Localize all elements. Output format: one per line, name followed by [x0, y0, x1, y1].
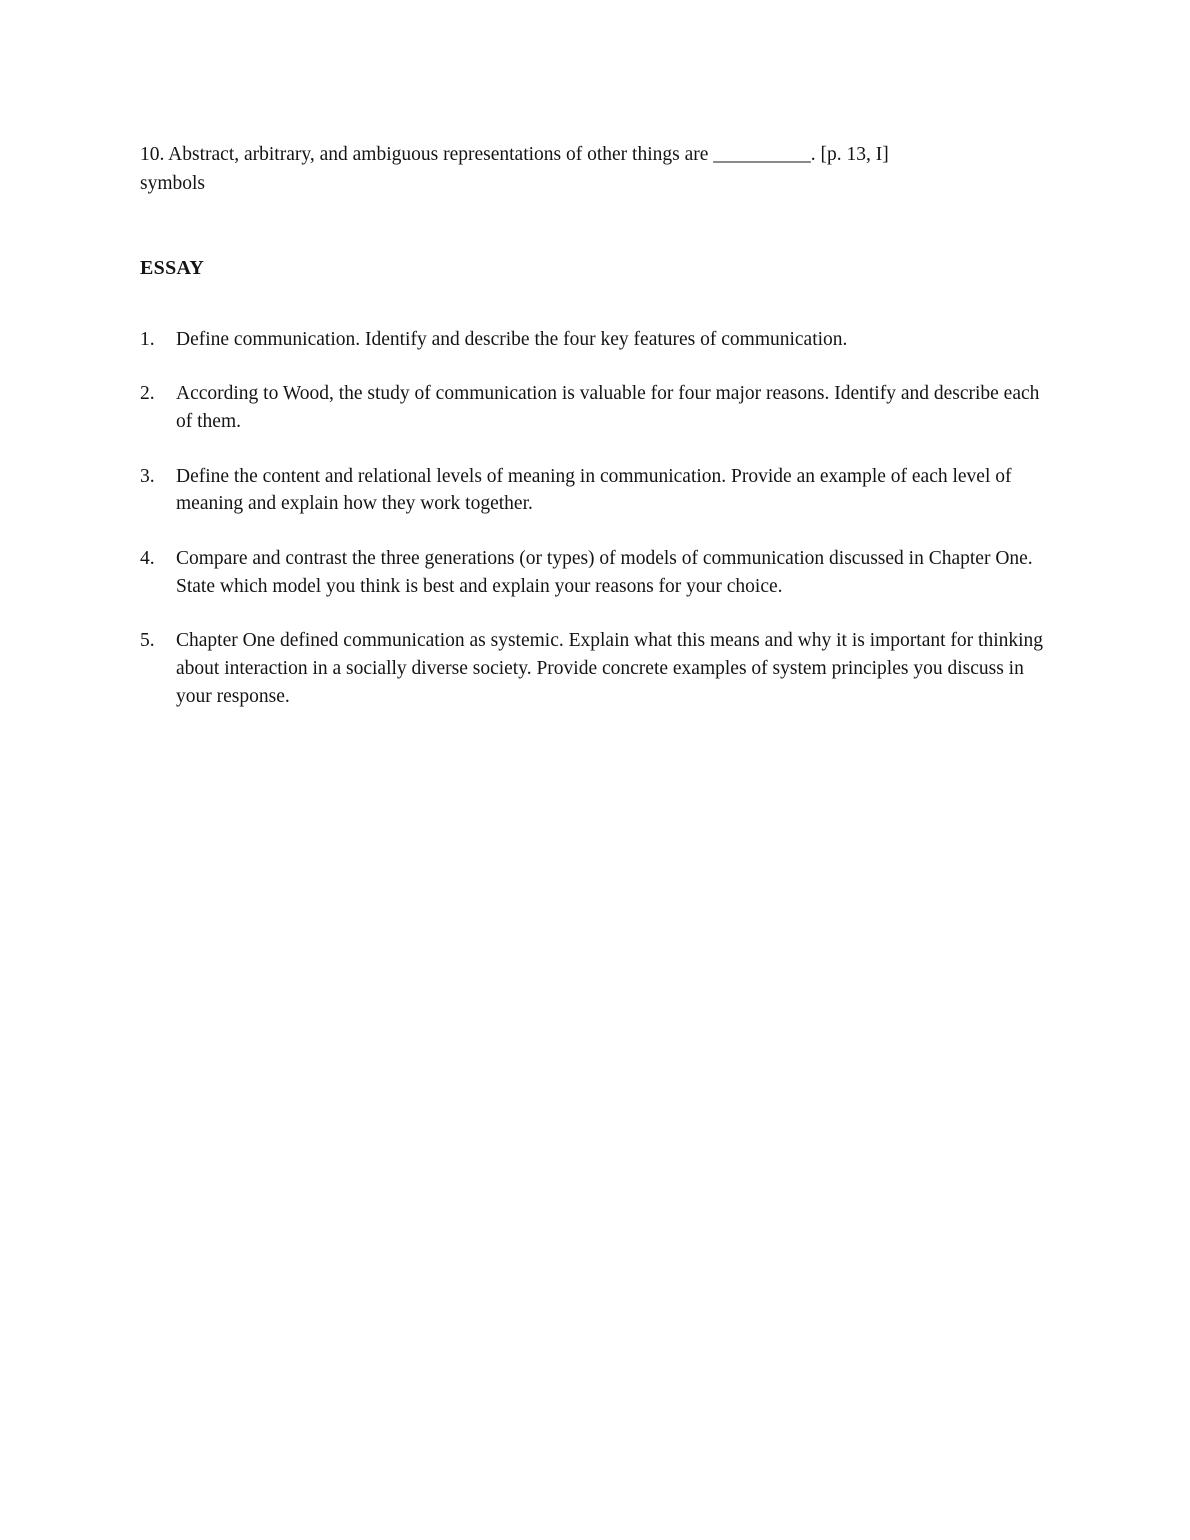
- essay-question-3: [140, 463, 1045, 518]
- essay-question-1-number: 1.: [140, 328, 155, 350]
- essay-heading: ESSAY: [140, 256, 205, 279]
- essay-question-5-number: 5.: [140, 630, 155, 652]
- essay-question-2-number: 2.: [140, 383, 155, 405]
- essay-question-5: [140, 627, 1045, 710]
- essay-question-1: [140, 326, 1045, 354]
- essay-question-4-number: 4.: [140, 547, 155, 569]
- essay-question-3-number: 3.: [140, 465, 155, 487]
- essay-question-2-text: According to Wood, the study of communication is valuable for four major reasons. Identify and describe each of them.: [176, 383, 1040, 432]
- essay-question-4: [140, 545, 1045, 600]
- question-10: [140, 140, 1045, 199]
- essay-question-1-text: Define communication. Identify and describe the four key features of communication.: [176, 328, 848, 350]
- essay-question-2: [140, 380, 1045, 435]
- essay-question-list: [140, 326, 1045, 711]
- essay-question-4-text: Compare and contrast the three generations (or types) of models of communication discussed in Chapter One. State which model you think is best and explain your reasons for your choice.: [176, 547, 1033, 597]
- essay-question-5-text: Chapter One defined communication as systemic. Explain what this means and why it is important for thinking about interaction in a socially diverse society. Provide concrete examples of system principles you discuss in your response.: [176, 630, 1044, 707]
- question-10-text: 10. Abstract, arbitrary, and ambiguous representations of other things are __________. [p. 13, I]: [140, 144, 889, 165]
- question-10-answer: symbols: [140, 173, 206, 195]
- essay-question-3-text: Define the content and relational levels of meaning in communication. Provide an example of each level of meaning and explain how they work together.: [176, 465, 1012, 515]
